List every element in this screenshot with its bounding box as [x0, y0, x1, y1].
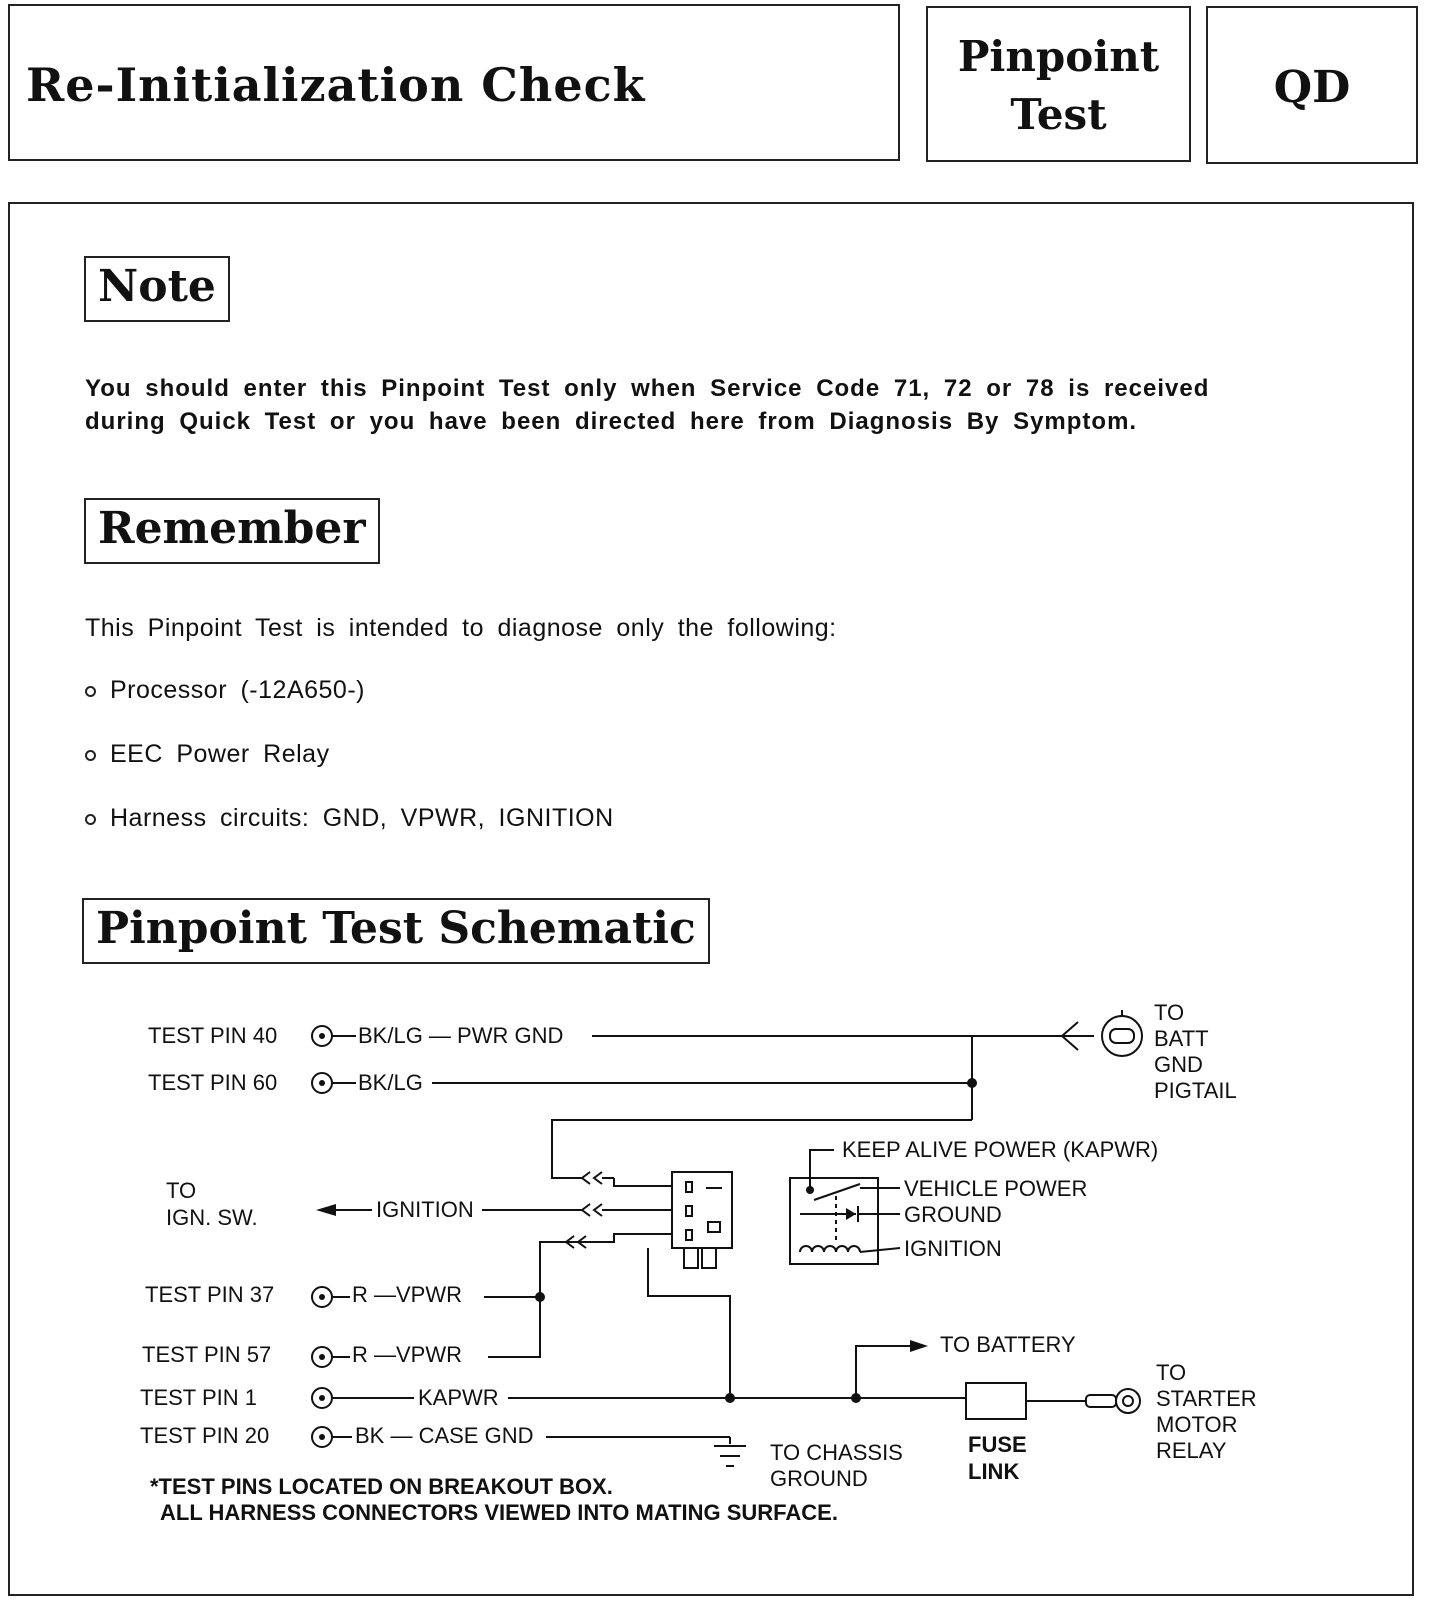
test-type-line1: Pinpoint: [957, 32, 1160, 81]
to-battery-label: TO BATTERY: [940, 1332, 1076, 1357]
battery-ground-pigtail-icon: [1102, 1010, 1142, 1056]
arrow-left-icon: [316, 1204, 336, 1216]
remember-intro: This Pinpoint Test is intended to diagnose only the following:: [85, 614, 837, 642]
wire-label: BK — CASE GND: [355, 1423, 534, 1448]
wire-label: R —VPWR: [352, 1342, 462, 1367]
schematic-heading: Pinpoint Test Schematic: [82, 898, 710, 964]
footnote: ALL HARNESS CONNECTORS VIEWED INTO MATING SURFACE.: [160, 1500, 838, 1525]
note-text: You should enter this Pinpoint Test only when Service Code 71, 72 or 78 is received during Quick Test or you have been directed here from Diagnosis By Symptom.: [85, 375, 1210, 435]
pin-jack-icon: [312, 1347, 332, 1367]
page-title: Re-Initialization Check: [26, 58, 646, 112]
ign-sw-label: TO: [166, 1178, 197, 1203]
remember-heading: Remember: [84, 498, 380, 564]
starter-label: RELAY: [1156, 1438, 1227, 1463]
pin-jack-icon: [312, 1427, 332, 1447]
fuse-label: FUSE: [968, 1432, 1027, 1457]
list-item-text: Harness circuits: GND, VPWR, IGNITION: [110, 804, 614, 832]
ignition-wire-label: IGNITION: [376, 1197, 474, 1222]
relay-label: IGNITION: [904, 1236, 1002, 1261]
power-relay-icon: [790, 1150, 900, 1264]
connector-arrow-icon: [582, 1204, 672, 1216]
starter-label: STARTER: [1156, 1386, 1257, 1411]
chassis-label: TO CHASSIS: [770, 1440, 903, 1465]
pin-jack-icon: [312, 1287, 332, 1307]
arrow-right-icon: [910, 1340, 928, 1352]
ign-sw-label: IGN. SW.: [166, 1205, 258, 1230]
list-item-text: Processor (-12A650-): [110, 676, 365, 704]
wire-label: BK/LG — PWR GND: [358, 1023, 564, 1048]
relay-label: VEHICLE POWER: [904, 1176, 1088, 1201]
relay-label: GROUND: [904, 1202, 1002, 1227]
wire-label: BK/LG: [358, 1070, 423, 1095]
starter-label: TO: [1156, 1360, 1187, 1385]
note-heading: Note: [84, 256, 230, 322]
pin-label: TEST PIN 57: [142, 1342, 272, 1367]
chassis-ground-icon: [714, 1446, 746, 1466]
pin-label: TEST PIN 1: [140, 1385, 257, 1410]
pin-label: TEST PIN 40: [148, 1023, 278, 1048]
wire-label: R —VPWR: [352, 1282, 462, 1307]
pin-label: TEST PIN 60: [148, 1070, 278, 1095]
test-type-line2: Test: [1010, 90, 1107, 139]
pin-label: TEST PIN 20: [140, 1423, 270, 1448]
footnote: *TEST PINS LOCATED ON BREAKOUT BOX.: [150, 1474, 613, 1499]
pin-label: TEST PIN 37: [145, 1282, 275, 1307]
fuse-link-icon: [966, 1383, 1026, 1419]
pin-jack-icon: [312, 1388, 332, 1408]
pin-jack-icon: [312, 1026, 332, 1046]
pin-jack-icon: [312, 1073, 332, 1093]
chassis-label: GROUND: [770, 1466, 868, 1491]
fuse-label: LINK: [968, 1459, 1020, 1484]
ring-terminal-icon: [1086, 1389, 1140, 1413]
relay-label: KEEP ALIVE POWER (KAPWR): [842, 1137, 1159, 1162]
test-code: QD: [1273, 62, 1351, 113]
batt-gnd-label: BATT: [1154, 1026, 1209, 1051]
starter-label: MOTOR: [1156, 1412, 1238, 1437]
batt-gnd-label: GND: [1154, 1052, 1203, 1077]
connector-arrow-icon: [582, 1172, 672, 1186]
batt-gnd-label: TO: [1154, 1000, 1185, 1025]
relay-connector-icon: [672, 1172, 732, 1268]
wire-label: KAPWR: [418, 1385, 499, 1410]
list-item-text: EEC Power Relay: [110, 740, 330, 768]
batt-gnd-label: PIGTAIL: [1154, 1078, 1237, 1103]
